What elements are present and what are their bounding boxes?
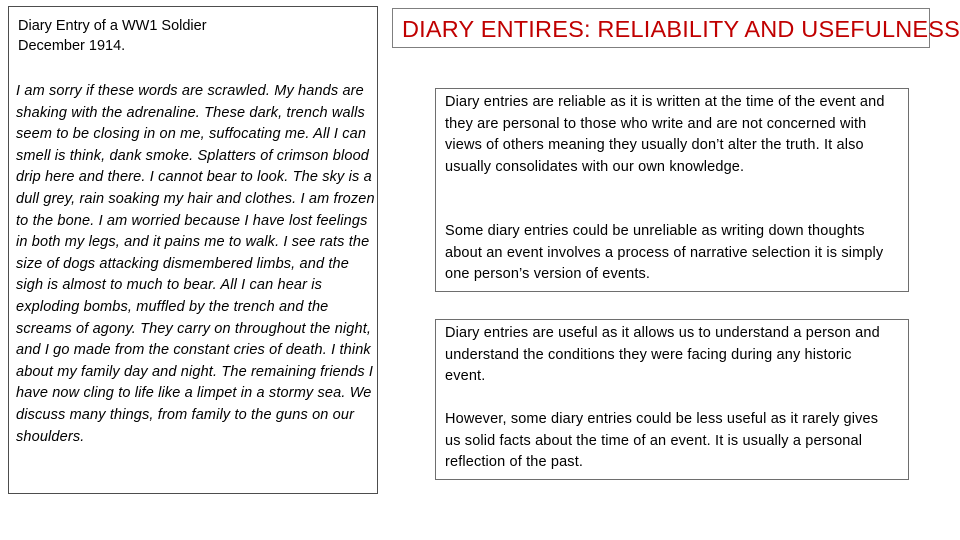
reliability-paragraph: Diary entries are reliable as it is written at the time of the event and they are personal to those who write and are not concerned with views of others meaning they usually don’t alter the truth. It also usually consolidates with our own knowledge. — [445, 94, 885, 175]
unreliability-paragraph: Some diary entries could be unreliable as writing down thoughts about an event involves a process of narrative selection it is simply one person’s version of events. — [445, 223, 884, 283]
diary-heading-date: December 1914. — [18, 38, 126, 54]
diary-entry-text: I am sorry if these words are scrawled. My hands are shaking with the adrenaline. These dark, trench walls seem to be closing in on me, suffocating me. All I can smell is think, dank smoke. Splatters of crimson blood drip here and there. I cannot bear to look. The sky is a dull grey, rain soaking my hair and clothes. I am frozen to the bone. I am worried because I have lost feelings in both my legs, and it pains me to walk. I see rats the size of dogs attacking dismembered limbs, and the sigh is almost to much to bear. All I can hear is exploding bombs, muffled by the trench and the screams of agony. They carry on throughout the night, and I go made from the constant cries of death. I think about my family day and night. The remaining friends I have now cling to life like a limpet in a stormy sea. We discuss many things, from family to the guns on our shoulders. — [16, 83, 375, 445]
usefulness-paragraph: Diary entries are useful as it allows us to understand a person and understand the conditions they were facing during any historic event. — [445, 325, 880, 385]
less-useful-paragraph: However, some diary entries could be less useful as it rarely gives us solid facts about the time of an event. It is usually a personal reflection of the past. — [445, 411, 879, 471]
diary-heading — [18, 16, 207, 56]
diary-entry-box — [8, 6, 378, 494]
slide-title: DIARY ENTIRES: RELIABILITY AND USEFULNESS — [402, 16, 960, 42]
diary-heading-title: Diary Entry of a WW1 Soldier — [18, 18, 207, 34]
usefulness-box — [435, 319, 909, 480]
reliability-box — [435, 88, 909, 292]
slide-title-box — [392, 8, 960, 48]
